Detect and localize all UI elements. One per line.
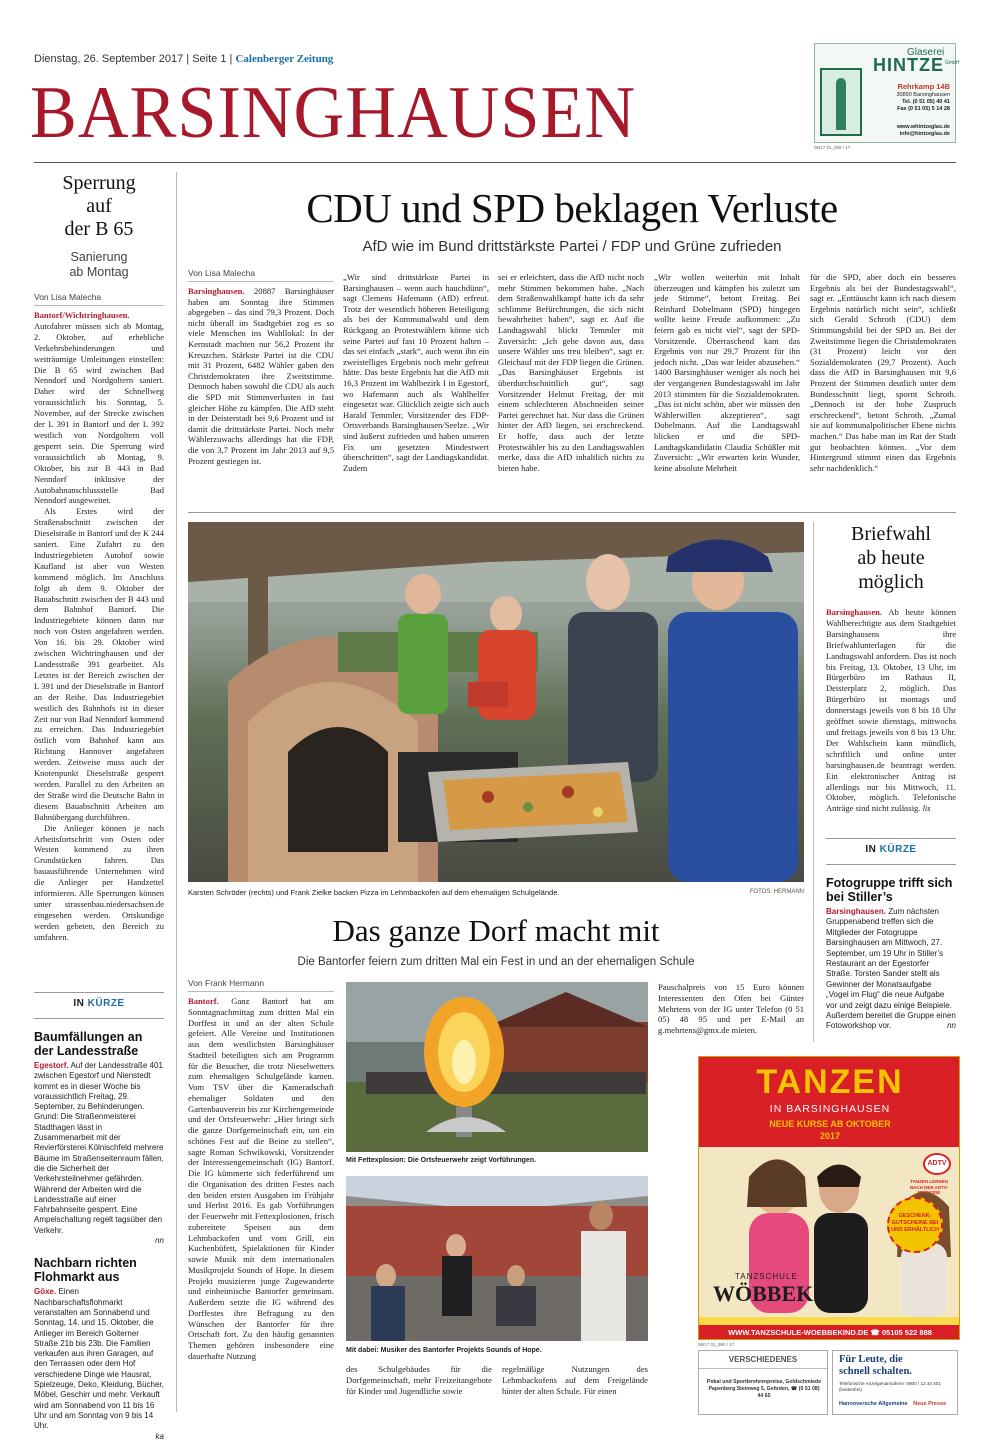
tanzen-ad-line1: NEUE KURSE AB OKTOBER xyxy=(769,1119,891,1129)
header-rule xyxy=(34,162,956,163)
tanzen-ad-footer: WWW.TANZSCHULE-WOEBBEKIND.DE ☎ 05105 522 888 xyxy=(699,1325,960,1340)
fire-photo xyxy=(346,982,648,1152)
glaserei-fax: Fax (0 51 05) 5 14 28 xyxy=(897,106,950,112)
dorf-col-3: regelmäßige Nutzungen des Lehmbackofens auf dem Freigelände hinter der alten Schule. Für einen xyxy=(502,1364,648,1396)
promo-logo-haz: Hannoversche Allgemeine xyxy=(839,1401,908,1407)
main-col-1: Von Lisa Malecha Barsinghausen. 20887 Barsinghäuser haben am Sonntag ihre Stimmen abgegeben – das sind 79,3 Prozent. Doch nicht überall im Stadtgebiet zog es so viele Menschen ins Wahllokal: In der Kernstadt machten nur 56,2 Prozent ihr Kreuzchen. Stärkste Partei ist die CDU mit 31 Prozent, 6482 Wähler gaben den Christdemokraten ihre Zweitstimme. Dennoch haben sowohl die CDU als auch die SPD mit Stimmverlusten in fast gleicher Höhe zu kämpfen. Die AfD steht in der Deisterstadt bei 9,6 Prozent und ist damit die drittstärkste Partei. Noch mehr Wählerzuwachs allerdings hat die FDP, die von 3,7 Prozent im Jahr 2013 auf 9,5 Prozent gestiegen ist. xyxy=(188,268,334,466)
kurze-item-headline: Baumfällungen an der Landesstraße xyxy=(34,1030,143,1058)
kurze-left-rule xyxy=(34,992,164,993)
kurze-item-sig: ka xyxy=(155,1431,164,1441)
kurze-item-body: Egestorf. Auf der Landesstraße 401 zwischen Egestorf und Nienstedt kommt es in dieser Woche bis voraussichtlich Freitag, 29. September, zu Behinderungen. Grund: Die Straßenmeisterei Stadthagen lässt in Zusammenarbeit mit der Revierförsterei Kölnischfeld mehrere Bäume im Straßenseitenraum fällen, die die Sicherheit der Verkehrsteilnehmer gefährden. Während der Arbeiten wird die Landesstraße auf einer Fahrbahnseite gesperrt. Eine Ampelschaltung regelt tagsüber den Verkehr. nn xyxy=(34,1061,164,1246)
dorf-author: Von Frank Hermann xyxy=(188,978,334,992)
kurze-right-headline: Fotogruppe trifft sich bei Stiller’s xyxy=(826,876,953,904)
dorf-headline: Das ganze Dorf macht mit xyxy=(332,913,660,948)
left-story-headline: Sperrung auf der B 65 xyxy=(62,172,136,240)
main-author: Von Lisa Malecha xyxy=(188,268,334,282)
glaserei-brand-side: GmbH xyxy=(945,60,960,66)
pizza-photo-credit: FOTOS: HERMANN xyxy=(749,889,804,895)
briefwahl-sig: lis xyxy=(922,803,931,814)
glaserei-street: Rehrkamp 14B xyxy=(897,82,950,91)
music-photo xyxy=(346,1176,648,1341)
pizza-photo-illustration xyxy=(188,522,804,882)
promo-logo-np: Neue Presse xyxy=(913,1401,947,1407)
tanzen-ad-school-small: TANZSCHULE xyxy=(735,1272,798,1281)
briefwahl xyxy=(826,522,956,814)
music-photo-illustration xyxy=(346,1176,648,1341)
glaserei-code: 06/17 01_089 / 17 xyxy=(814,145,851,150)
fire-photo-caption: Mit Fettexplosion: Die Ortsfeuerwehr zeigt Vorführungen. xyxy=(346,1157,537,1164)
glaserei-window-icon xyxy=(820,68,862,136)
tanzen-ad-code: 06/17 01_990 / 17 xyxy=(698,1342,735,1347)
main-col-2: „Wir sind drittstärkste Partei in Barsinghausen – wenn auch hauchdünn“, sagt Clemens Hafemann (AfD) erfreut. Trotz der wesentlich höheren Beteiligung als bei der Kommunalwahl und dem Rückgang an Protestwählern könne sich seine Partei auf fast 10 Prozent halten – das sei einfach „stark“, auch wenn ihn ein zweistelliges Ergebnis noch mehr gefreut hätte. Das beste Ergebnis hat die AfD mit 16,3 Prozent im Wahlbezirk I in Egestorf, wo Hafemann auch als Wahlhelfer eingesetzt war. Glücklich zeigte sich auch Harald Temmler, Vorsitzender des FDP-Ortsverbands Barsinghausen/Seelze. „Wir sind äußerst zufrieden und haben unseren Fix um gesetzten Mindestwert überschritten“, sagt der Landtagskandidat. Zudem xyxy=(343,272,489,473)
glaserei-web: www.whintzeglas.de xyxy=(896,124,950,130)
kurze-right-body: Barsinghausen. Zum nächsten Gruppenabend treffen sich die Mitglieder der Fotogruppe Barsinghausen am Mittwoch, 27. September, um 19 Uhr in Stiller’s Restaurant an der Egestorfer Straße. Torsten Sander stellt als Gewinner der Monatsaufgabe „Vogel im Flug“ die neue Aufgabe vor und zeigt dazu einige Beispiele. Außerdem bereitet die Gruppe einen Fotoworkshop vor. nn xyxy=(826,907,956,1031)
verschiedenes-label: VERSCHIEDENES xyxy=(699,1355,827,1369)
right-column-divider xyxy=(813,522,814,1042)
dateline-page: Seite 1 xyxy=(192,53,227,65)
tanzen-ad-school: WÖBBEKIND xyxy=(713,1281,854,1306)
kurze-left-label: IN KÜRZE xyxy=(73,998,125,1009)
glaserei-brand-top: Glaserei xyxy=(907,47,945,58)
briefwahl-headline: Briefwahl ab heute möglich xyxy=(851,523,931,593)
kurze-right-rule-2 xyxy=(826,864,956,865)
kurze-right-sig: nn xyxy=(947,1021,956,1031)
kurze-left-items xyxy=(34,1030,164,1442)
main-col-3: sei er erleichtert, dass die AfD nicht noch mehr Stimmen bekommen habe. „Nach dem Straßenwahlkampf hatte ich da sehr schlimme Befürchtungen, die sich nicht bewahrheitet haben“, sagt er. Auf die Landtagswahl blickt Temmler mit Zuversicht: „Ich gehe davon aus, dass unsere Wähler uns treu bleiben“, sagt er. Gleichauf mit der FDP liegen die Grünen. „Das Barsinghäuser Ergebnis ist überdurchschnittlich gut“, sagt Vorsitzender Helmut Freitag, der mit einem schlechteren Abschneiden seiner Partei gerechnet hat. Nur dass die Grünen hinter der AfD liegen, sei erschreckend. Er hoffe, dass auch der letzte Protestwähler bis zu den Landtagswahlen merke, dass die AfD inhaltlich nichts zu bieten habe. xyxy=(498,272,644,473)
left-story-subhead: Sanierung ab Montag xyxy=(69,250,129,279)
music-photo-caption: Mit dabei: Musiker des Bantorfer Projekts Sounds of Hope. xyxy=(346,1347,542,1354)
kurze-item-headline: Nachbarn richten Flohmarkt aus xyxy=(34,1256,137,1285)
glaserei-city: 30890 Barsinghausen xyxy=(896,92,950,98)
tanzen-ad-phone: 05105 522 888 xyxy=(881,1328,932,1337)
pizza-photo xyxy=(188,522,804,882)
promo-text: Telefonische Anzeigenannahme: 0800 / 12 34 401 (kostenfrei) xyxy=(839,1381,941,1392)
verschiedenes-text: Pokal und Sportlerehrenpreise, Goldschmiede Papenberg Steinweg 5, Gehrden, ☎ (0 51 08) 44 65 xyxy=(706,1379,822,1399)
briefwahl-body: Barsinghausen. Ab heute können Wahlberechtigte aus dem Stadtgebiet Barsinghausens ihre Briefwahlunterlagen für die Landtagswahl anfordern. Das ist noch bis Freitag, 13. Oktober, 13 Uhr, im Bürgerbüro im Rathaus II, Deisterplatz 2, möglich. Das Bürgerbüro ist montags und donnerstags jeweils von 8 bis 18 Uhr geöffnet sowie dienstags, mittwochs und freitags jeweils von 8 bis 13 Uhr. Der Wahlschein kann mündlich, schriftlich und online unter barsinghausen.de beantragt werden. Ein elektronischer Antrag ist allerdings nur bis Mittwoch, 11. Oktober, möglich. Telefonische Anträge sind nicht zulässig. lis xyxy=(826,607,956,814)
left-story-author: Von Lisa Malecha xyxy=(34,292,164,306)
tanzen-ad-url[interactable]: WWW.TANZSCHULE-WOEBBEKIND.DE xyxy=(728,1328,869,1337)
glaserei-ad[interactable] xyxy=(814,43,960,143)
kurze-item-body: Göxe. Einen Nachbarschaftsflohmarkt veranstalten am Sonnabend und Sonntag, 14. und 15. Oktober, die Anlieger im Bereich Goiterner Straße 21b bis 23b. Die Familien verkaufen aus ihren Garagen, auf den Terrassen oder dem Hof verschiedene Dinge wie Hausrat, Spielzeuge, Deko, Kleidung, Bücher, Möbel, Geschirr und mehr. Verkauft wird am Sonnabend von 11 bis 16 Uhr und am Sonntag von 9 bis 14 Uhr. ka xyxy=(34,1287,164,1441)
tanzen-ad-line2: 2017 xyxy=(819,1131,841,1141)
main-col-5: für die SPD, aber doch ein besseres Ergebnis als bei der Bundestagswahl“, sagt er. „Enttäuscht kann ich nach diesem Ergebnis natürlich nicht sein“, schließt sich Gerald Schroth (CDU) dem Stimmungsbild bei der SPD an. Bei der Zweitstimme liegen die Christdemokraten (31 Prozent) leicht vor den Sozialdemokraten (29,7 Prozent). Auch dass die AfD in Barsinghausen mit 9,6 Prozent der Stimmen deutlich unter dem Bundesschnitt liegt, spornt Schroth. „Dennoch ist der hohe Zuspruch erschreckend“, betont Schroth. „Zumal sie auf kommunalpolitischer Ebene nichts machen.“ Das habe man im Rat der Stadt gut beobachten können. „Vor dem Hintergrund stimmt einen das Ergebnis sehr nachdenklich.“ xyxy=(810,272,956,473)
main-story-body xyxy=(188,268,956,504)
kurze-left-rule-2 xyxy=(34,1018,164,1019)
pizza-photo-caption: Karsten Schröder (rechts) und Frank Zielke backen Pizza im Lehmbackofen auf dem ehemaligen Schulgelände. xyxy=(188,888,560,897)
promo-title: Für Leute, die schnell schalten. xyxy=(839,1354,912,1377)
left-story xyxy=(34,172,164,943)
tanzen-ad-title: TANZEN xyxy=(756,1063,904,1101)
glaserei-mail: info@hintzeglas.de xyxy=(899,131,950,137)
dorf-col-4: Pauschalpreis von 15 Euro können Interessenten den Ofen bei Günter Mehrtens von der IG unter Telefon (0 51 05) 48 95 und per E-Mail an g.mehrtens@gmx.de mieten. xyxy=(658,982,804,1035)
verschiedenes-box[interactable] xyxy=(698,1350,828,1415)
masthead: BARSINGHAUSEN xyxy=(30,72,637,154)
main-story-rule xyxy=(188,512,956,513)
dateline-date: Dienstag, 26. September 2017 xyxy=(34,53,184,65)
kurze-right-rule xyxy=(826,838,956,839)
kurze-right-item xyxy=(826,876,956,1032)
tanzen-ad[interactable] xyxy=(698,1056,960,1340)
left-column-divider xyxy=(176,172,177,1412)
tanzen-ad-adtv: ADTV xyxy=(923,1153,951,1175)
main-subhead: AfD wie im Bund drittstärkste Partei / FDP und Grüne zufrieden xyxy=(362,238,782,255)
left-story-body: Bantorf/Wichtringhausen. Autofahrer müssen sich ab Montag, 2. Oktober, auf erhebliche Verkehrsbehinderungen und weiträumige Umleitungen einstellen: Die B 65 wird zwischen Bad Nenndorf und Nordgoltern saniert. Daher wird der Schnellweg voraussichtlich bis Sonntag, 5. November, auf der Strecke zwischen der L 391 in Bantorf und der L 392 westlich von Nordgoltern voll gesperrt sein. Die Sperrung wird voraussichtlich ab Montag, 9. Oktober, bis zur B 443 in Bad Nenndorf inklusive der Autobahnanschlussstelle Bad Nenndorf ausgeweitet. Als Erstes wird der Straßenabschnitt zwischen der Dieselstraße in Bantorf und der K 244 saniert. Eine Zufahrt zu den Industriegebieten Autohof sowie Kaufland ist aber von Westen kommend möglich. Im Anschluss folgt ab dem 9. Oktober der Bauabschnitt zwischen der B 443 und dem Bahnhof Bantorf. Die Industriegebiete können dann nur noch von Osten angefahren werden. Von 16. bis 29. Oktober wird zwischen Wichtringhausen und der Landesstraße 391 gearbeitet. Als Letztes ist der Bereich zwischen der L 391 und der Dieselstraße in Bantorf an der Reihe. Das Industriegebiet westlich des Bahnhofs ist in dieser Zeit nur von Bad Nenndorf kommend zu erreichen. Das Industriegebiet östlich vom Bahnhof kann aus Richtung Hannover angefahren werden. Zeitweise muss auch der Knotenpunkt Dieselstraße gesperrt werden. Parallel zu den Arbeiten an der Straße wird die Deutsche Bahn in diesem Bauabschnitt Arbeiten am Bahnübergang durchführen. Die Anlieger können je nach Arbeitsfortschritt von Osten oder Westen kommend zu ihren Grundstücken fahren. Das bauausführende Unternehmen wird die Anlieger per Handzettel informieren. Alle Sperrungen können unter strassenbau.niedersachsen.de eingesehen werden. Ortskundige werden gebeten, den Bereich zu umfahren. xyxy=(34,310,164,942)
main-headline: CDU und SPD beklagen Verluste xyxy=(306,185,838,231)
glaserei-brand: HINTZE xyxy=(873,55,944,75)
promo-box[interactable] xyxy=(832,1350,958,1415)
promo-logos xyxy=(839,1401,946,1407)
dorf-col-1: Von Frank Hermann Bantorf. Ganz Bantorf hat am Sonntagnachmittag zum dritten Mal ein Dorffest in und an der alten Schule gefeiert. Alle Vereine und Institutionen aus dem westlichsten Barsinghäuser Stadtteil beteiligten sich am Programm für die Besucher, die trotz Nieselwetters zum ehemaligen Schulgelände kamen. Vom TSV über die Kameradschaft ehemaliger Soldaten und den Gartenbauverein bis zur Kirchengemeinde und der Ortsfeuerwehr: „Hier bringt sich die ganze Dorfgemeinschaft ein, um ein schönes Fest auf die Beine zu stellen“, sagte Roman Schwikowski, Vorsitzender der Interessengemeinschaft (IG) Bantorf. Die IG kümmerte sich federführend um die Organisation des dritten Festes nach den beiden ersten Ausgaben im Frühjahr und Herbst 2016. Es gab Vorführungen der Feuerwehr mit Fettexplosionen, frisch zubereitete Speisen aus dem Lehmbackofen und vom Grill, ein Kuchenbüfett, Spielaktionen für Kinder sowie Musik mit dem internationalen Musikprojekt Sounds of Hope. In diesem Projekt musizieren junge Zugewanderte und einheimische Bantorfer gemeinsam. Außerdem setzte die IG während des Dorffestes ihre Befragung zu den Wünschen der Bantorfer für ihre Ortschaft fort. Zu den häufig genannten Themen gehören insbesondere eine dauerhafte Nutzung xyxy=(188,978,334,1361)
glaserei-tel: Tel. (0 51 05) 40 41 xyxy=(902,99,950,105)
dateline-paper: Calenberger Zeitung xyxy=(235,53,334,65)
tanzen-ad-tanzlehrer: TANZEN LERNEN NACH DER ADTV-METHODE xyxy=(909,1179,949,1195)
main-col-4: „Wir wollen weiterhin mit Inhalt überzeugen und kämpfen bis zuletzt um jede Stimme“, betont Freitag. Bei Reinhard Dobelmann (SPD) hingegen wollte keine Freude aufkommen: „Zu feiern gab es nicht viel“, sagt der SPD-Vorsitzende. Überraschend kam das Ergebnis von nur 29,7 Prozent für ihn jedoch nicht. „Das war leider abzusehen.“ 1400 Barsinghäuser weniger als noch bei der vergangenen Bundestagswahl im Jahr 2013 stimmten für die Sozialdemokraten. „Das ist nicht schön, aber wir müssen den Wählerwillen akzeptieren“, sagt Dobelmann. Auf die Landtagswahl blicken er und die SPD-Landtagskandidatin Claudia Schüßler mit Zuversicht: „Wir erwarten kein Wunder, keine absolute Mehrheit xyxy=(654,272,800,473)
tanzen-ad-badge: GESCHENK-GUTSCHEINE BEI UNS ERHÄLTLICH xyxy=(887,1197,943,1253)
dorf-col-2: des Schulgebäudes für die Dorfgemeinschaft, mehr Freizeitangebote für Kinder und Jugendliche sowie xyxy=(346,1364,492,1396)
dateline: Dienstag, 26. September 2017 | Seite 1 | Calenberger Zeitung xyxy=(34,53,334,65)
fire-photo-illustration xyxy=(346,982,648,1152)
kurze-item-sig: nn xyxy=(155,1236,164,1246)
tanzen-ad-sub: IN BARSINGHAUSEN xyxy=(769,1103,891,1115)
kurze-right-label: IN KÜRZE xyxy=(865,844,917,855)
dorf-subhead: Die Bantorfer feiern zum dritten Mal ein Fest in und an der ehemaligen Schule xyxy=(297,956,695,968)
